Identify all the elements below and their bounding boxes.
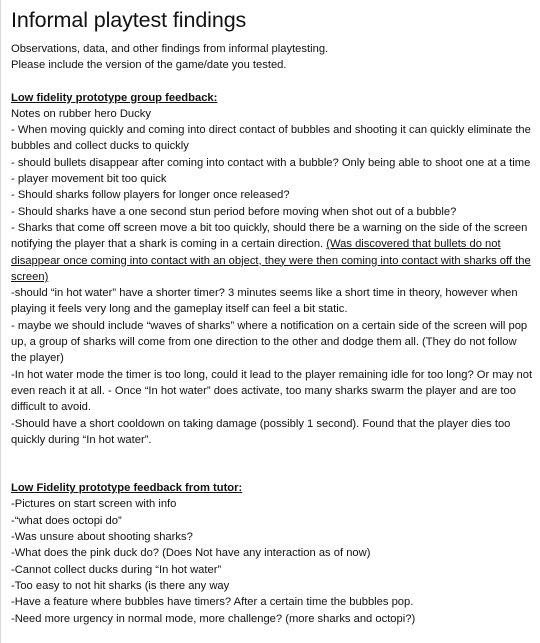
group-feedback-section: [11, 90, 535, 449]
tutor-feedback-item: -“what does octopi do”: [11, 514, 122, 527]
feedback-item: - When moving quickly and coming into direct contact of bubbles and shooting it can quickly eliminate the bubbles and collect ducks to quickly: [11, 124, 531, 153]
feedback-item: - should bullets disappear after coming into contact with a bubble? Only being able to shoot one at a time: [11, 156, 531, 169]
feedback-item-text: - Sharks that come off screen move a bit too quickly, should there be a warning on the side of the screen notifying the player that a shark is coming in a certain direction.: [11, 221, 528, 251]
feedback-item: -should “in hot water” have a shorter timer? 3 minutes seems like a short time in theory, however when playing it feels very long and the gameplay itself can feel a bit static.: [11, 287, 518, 316]
feedback-item: - Should sharks follow players for longer once released?: [11, 189, 290, 202]
tutor-feedback-item: -Need more urgency in normal mode, more challenge? (more sharks and octopi?): [11, 612, 416, 625]
intro-line: Observations, data, and other findings from informal playtesting.: [11, 43, 329, 55]
page-title: Informal playtest findings: [11, 8, 247, 32]
tutor-feedback-item: -Pictures on start screen with info: [11, 498, 177, 511]
tutor-feedback-heading: Low Fidelity prototype feedback from tutor:: [11, 482, 243, 495]
tutor-feedback-item: -Too easy to not hit sharks (is there any way: [11, 579, 230, 592]
feedback-item: - player movement bit too quick: [11, 173, 167, 186]
feedback-item: - maybe we should include “waves of sharks” where a notification on a certain side of the screen will pop up, a group of sharks will come from one direction to the other and dodge them all. (They do not follow the player): [11, 319, 528, 365]
tutor-feedback-item: -Have a feature where bubbles have timers? After a certain time the bubbles pop.: [11, 596, 414, 609]
group-feedback-heading: Low fidelity prototype group feedback:: [11, 91, 218, 104]
document-body: [11, 4, 535, 627]
tutor-feedback-item: -Was unsure about shooting sharks?: [11, 531, 193, 544]
group-feedback-subheading: Notes on rubber hero Ducky: [11, 107, 151, 120]
feedback-item-with-note: [11, 220, 535, 285]
intro-line: Please include the version of the game/date you tested.: [11, 59, 287, 72]
feedback-item: -Should have a short cooldown on taking damage (possibly 1 second). Found that the player dies too quickly during “In hot water”.: [11, 417, 511, 446]
feedback-item: -In hot water mode the timer is too long, could it lead to the player remaining idle for too long? Or may not even reach it at all. - Once “In hot water” does activate, too many sharks swarm the player and are too difficult to avoid.: [11, 368, 533, 414]
tutor-feedback-item: -Cannot collect ducks during “In hot water”: [11, 563, 222, 576]
tutor-feedback-item: -What does the pink duck do? (Does Not have any interaction as of now): [11, 547, 371, 560]
underlined-note: (Was discovered that bullets do not disappear once coming into contact with an object, they were then coming into contact with sharks off the screen): [11, 238, 531, 283]
tutor-feedback-section: [11, 480, 535, 627]
feedback-item: - Should sharks have a one second stun period before moving when shot out of a bubble?: [11, 205, 457, 218]
intro-paragraph: [11, 41, 535, 74]
